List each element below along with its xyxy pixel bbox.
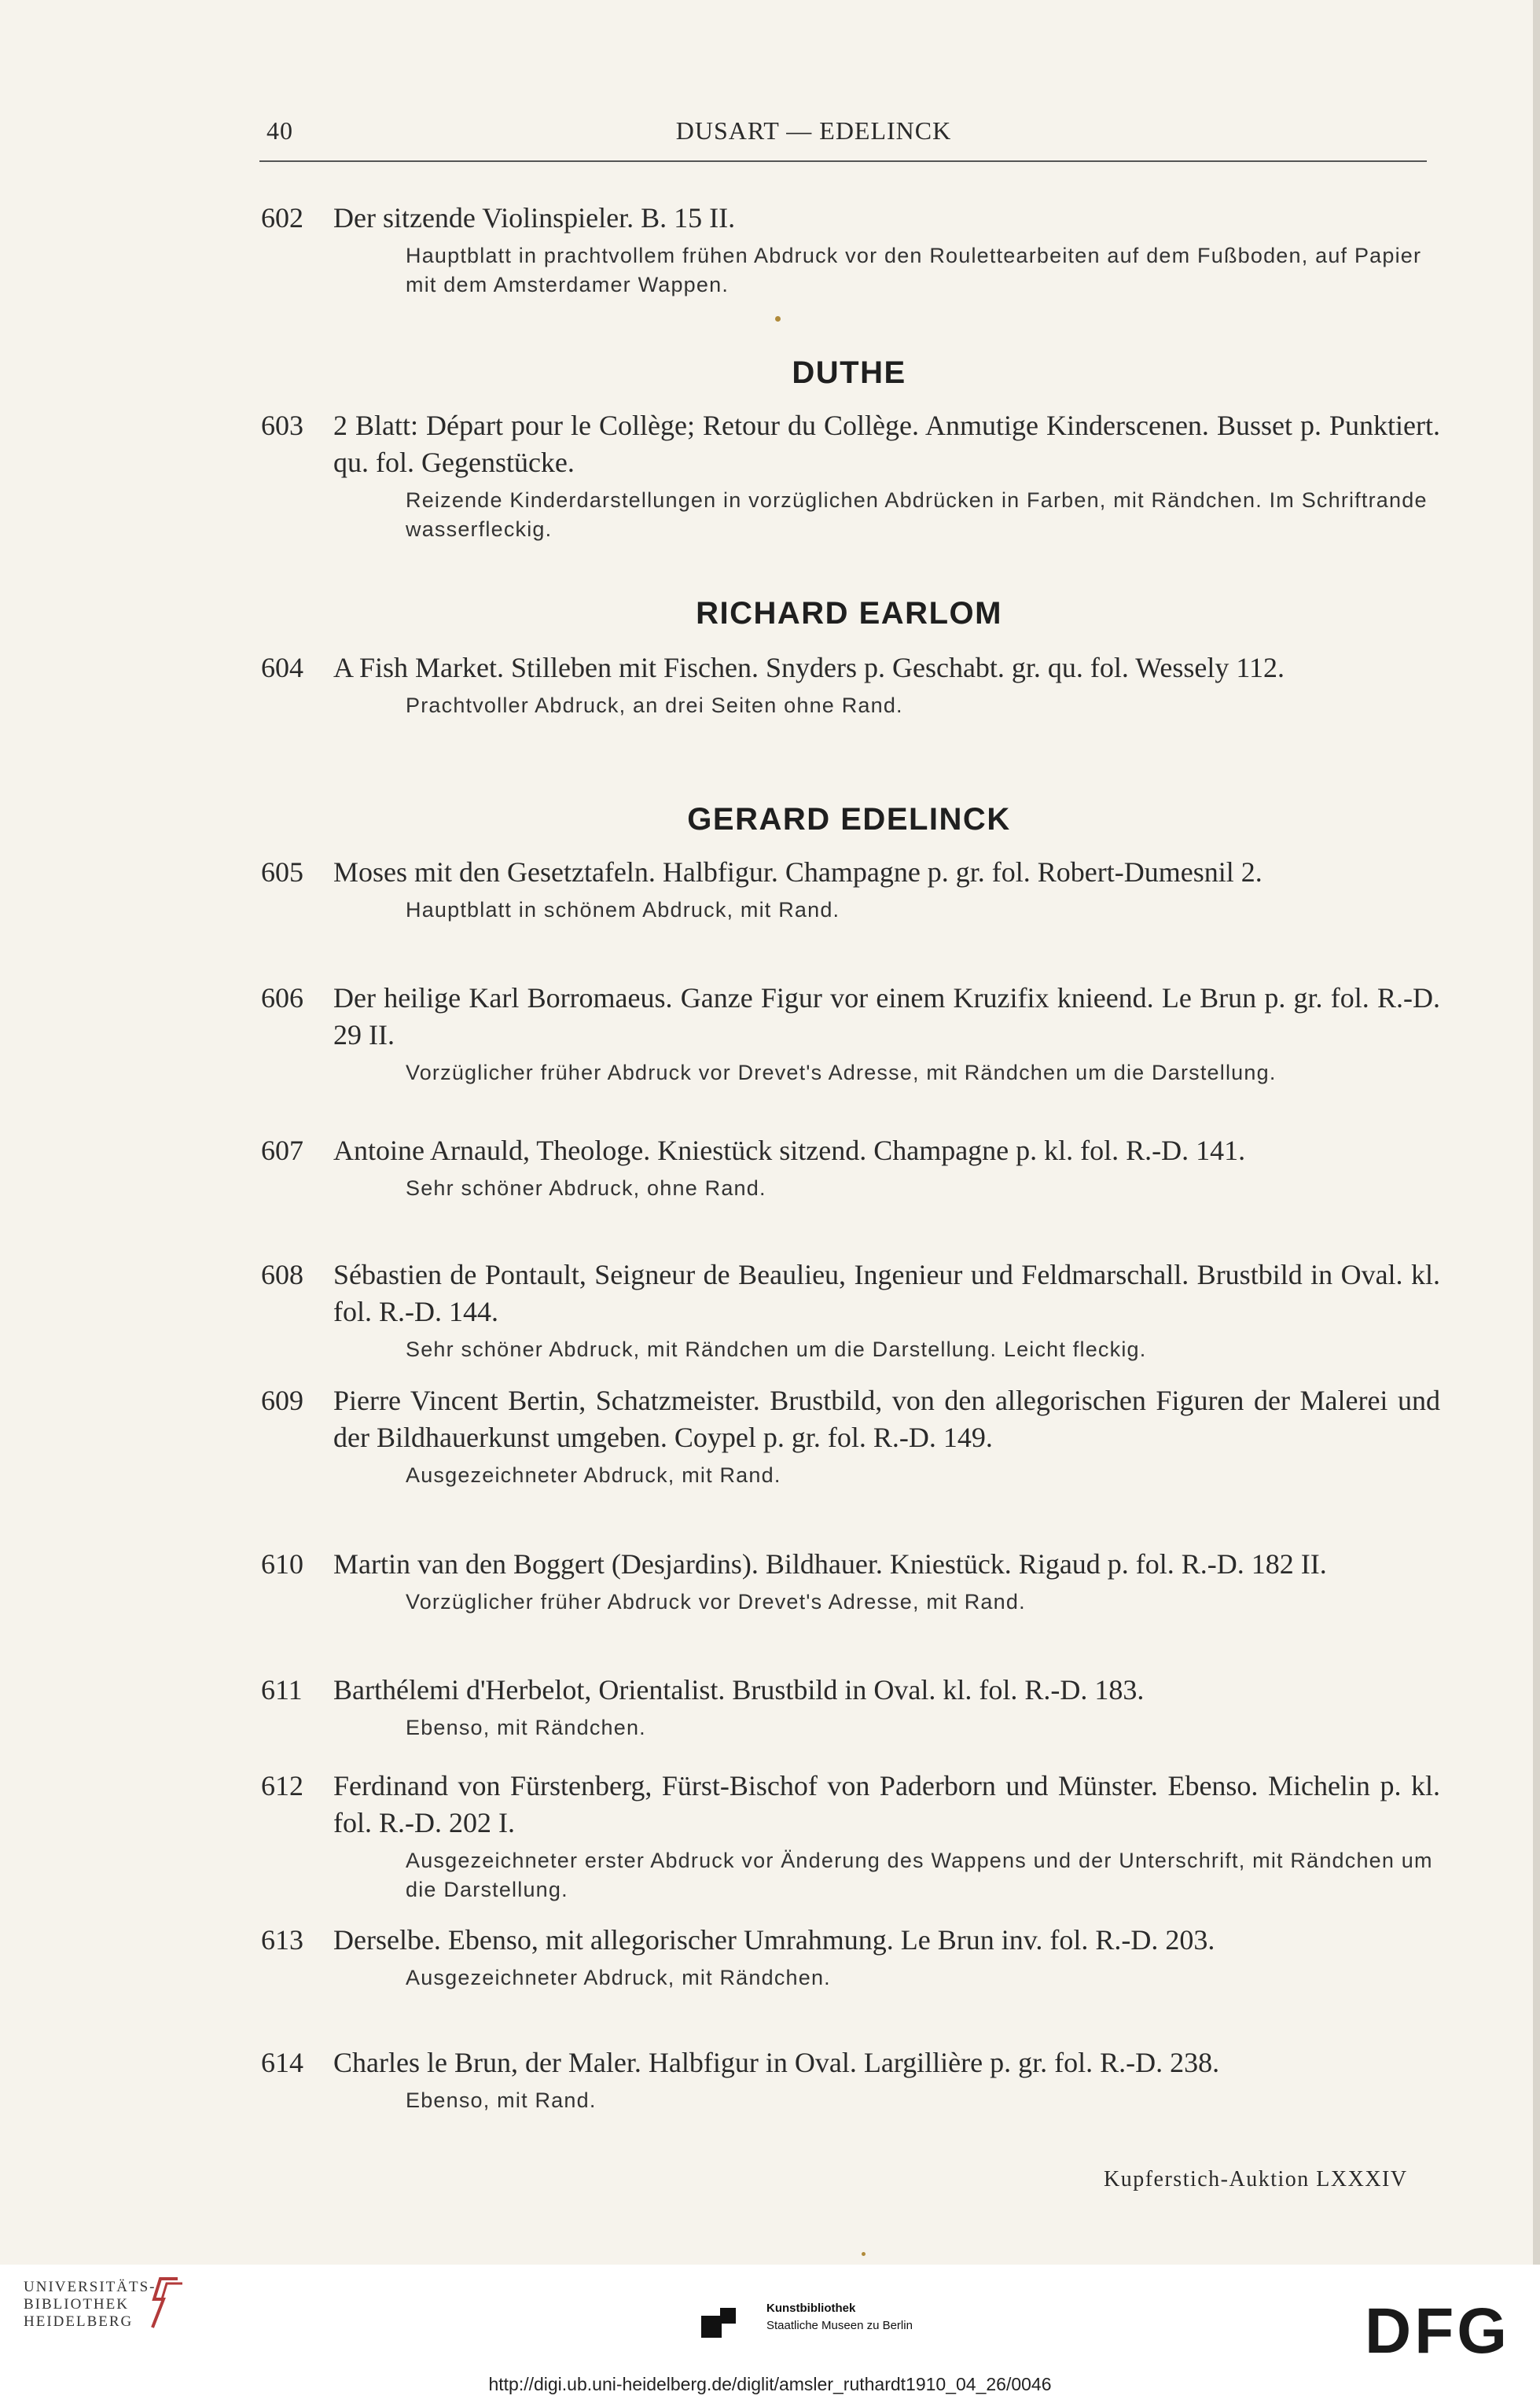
library-emblem-icon (146, 2276, 186, 2331)
lot-number: 613 (261, 1924, 303, 1956)
catalog-entry-609 (261, 1382, 1440, 1490)
lot-note: Vorzüglicher früher Abdruck vor Drevet's Adresse, mit Rand. (406, 1590, 1026, 1614)
page-edge (1533, 0, 1540, 2265)
lot-number: 612 (261, 1770, 303, 1801)
lot-title: Moses mit den Gesetztafeln. Halbfigur. Champagne p. gr. fol. Robert-Dumesnil 2. (333, 856, 1263, 888)
kunstbibliothek-label (766, 2300, 913, 2335)
lot-note: Prachtvoller Abdruck, an drei Seiten ohne Rand. (406, 694, 903, 717)
lot-title: Charles le Brun, der Maler. Halbfigur in Oval. Largillière p. gr. fol. R.-D. 238. (333, 2047, 1220, 2078)
running-head (255, 116, 1427, 153)
lot-title: Pierre Vincent Bertin, Schatzmeister. Brustbild, von den allegorischen Figuren der Malerei und der Bildhauerkunst umgeben. Coypel p. gr. fol. R.-D. 149. (333, 1385, 1440, 1453)
lot-note: Ausgezeichneter Abdruck, mit Rändchen. (406, 1966, 831, 1989)
lot-title: Antoine Arnauld, Theologe. Kniestück sitzend. Champagne p. kl. fol. R.-D. 141. (333, 1135, 1246, 1166)
running-title: DUSART — EDELINCK (675, 116, 952, 145)
kb-name: Kunstbibliothek (766, 2302, 856, 2315)
lot-number: 602 (261, 202, 303, 234)
lot-number: 603 (261, 410, 303, 441)
lot-number: 606 (261, 982, 303, 1014)
lot-note: Vorzüglicher früher Abdruck vor Drevet's Adresse, mit Rändchen um die Darstellung. (406, 1061, 1277, 1084)
lot-note: Hauptblatt in schönem Abdruck, mit Rand. (406, 898, 840, 922)
catalog-entry-603 (261, 407, 1440, 544)
lot-number: 611 (261, 1674, 303, 1706)
ornament-dot (775, 316, 781, 322)
lot-title: Der sitzende Violinspieler. B. 15 II. (333, 202, 736, 234)
lot-note: Reizende Kinderdarstellungen in vorzüglichen Abdrücken in Farben, mit Rändchen. Im Schriftrande wasserfleckig. (406, 488, 1428, 541)
dfg-logo: DFG (1365, 2295, 1511, 2367)
lot-title: Barthélemi d'Herbelot, Orientalist. Brustbild in Oval. kl. fol. R.-D. 183. (333, 1674, 1145, 1706)
catalog-entry-607 (261, 1132, 1440, 1203)
lot-note: Ausgezeichneter Abdruck, mit Rand. (406, 1463, 781, 1487)
lot-note: Ausgezeichneter erster Abdruck vor Änderung des Wappens und der Unterschrift, mit Rändchen um die Darstellung. (406, 1849, 1433, 1901)
section-heading-earlom: RICHARD EARLOM (696, 596, 1002, 631)
lot-note: Sehr schöner Abdruck, ohne Rand. (406, 1176, 766, 1200)
ornament-dot (862, 2252, 866, 2256)
kunstbibliothek-logo-icon (701, 2308, 736, 2338)
uni-logo-line: BIBLIOTHEK (24, 2296, 129, 2313)
lot-title: Sébastien de Pontault, Seigneur de Beaulieu, Ingenieur und Feldmarschall. Brustbild in Oval. kl. fol. R.-D. 144. (333, 1259, 1440, 1327)
catalog-entry-602 (261, 200, 1440, 300)
lot-title: Derselbe. Ebenso, mit allegorischer Umrahmung. Le Brun inv. fol. R.-D. 203. (333, 1924, 1215, 1956)
header-rule (259, 160, 1427, 162)
section-heading-duthe: DUTHE (792, 355, 906, 390)
page-number: 40 (266, 116, 293, 145)
catalog-entry-604 (261, 650, 1440, 720)
lot-title: Ferdinand von Fürstenberg, Fürst-Bischof von Paderborn und Münster. Ebenso. Michelin p. kl. fol. R.-D. 202 I. (333, 1770, 1440, 1838)
lot-number: 605 (261, 856, 303, 888)
permalink-url[interactable]: http://digi.ub.uni-heidelberg.de/diglit/amsler_ruthardt1910_04_26/0046 (488, 2374, 1052, 2394)
lot-number: 604 (261, 652, 303, 683)
lot-number: 609 (261, 1385, 303, 1416)
catalog-entry-605 (261, 854, 1440, 925)
lot-title: Der heilige Karl Borromaeus. Ganze Figur vor einem Kruzifix knieend. Le Brun p. gr. fol. R.-D. 29 II. (333, 982, 1440, 1051)
lot-title: 2 Blatt: Départ pour le Collège; Retour du Collège. Anmutige Kinderscenen. Busset p. Punktiert. qu. fol. Gegenstücke. (333, 410, 1440, 478)
catalog-entry-608 (261, 1257, 1440, 1364)
lot-note: Hauptblatt in prachtvollem frühen Abdruck vor den Roulettearbeiten auf dem Fußboden, auf Papier mit dem Amsterdamer Wappen. (406, 244, 1422, 296)
university-library-logo (24, 2279, 156, 2331)
catalog-entry-614 (261, 2044, 1440, 2115)
section-heading-edelinck: GERARD EDELINCK (687, 802, 1011, 837)
lot-number: 608 (261, 1259, 303, 1290)
catalog-entry-612 (261, 1768, 1440, 1904)
lot-note: Sehr schöner Abdruck, mit Rändchen um die Darstellung. Leicht fleckig. (406, 1338, 1147, 1361)
lot-number: 610 (261, 1548, 303, 1580)
lot-number: 607 (261, 1135, 303, 1166)
catalog-entry-613 (261, 1922, 1440, 1993)
uni-logo-line: HEIDELBERG (24, 2313, 134, 2330)
lot-note: Ebenso, mit Rändchen. (406, 1716, 646, 1739)
lot-title: A Fish Market. Stilleben mit Fischen. Snyders p. Geschabt. gr. qu. fol. Wessely 112. (333, 652, 1285, 683)
catalog-entry-610 (261, 1546, 1440, 1617)
catalog-entry-611 (261, 1672, 1440, 1742)
kb-subtitle: Staatliche Museen zu Berlin (766, 2319, 913, 2332)
uni-logo-line: UNIVERSITÄTS- (24, 2279, 156, 2295)
footer-note: Kupferstich-Auktion LXXXIV (1104, 2167, 1408, 2191)
lot-title: Martin van den Boggert (Desjardins). Bildhauer. Kniestück. Rigaud p. fol. R.-D. 182 II. (333, 1548, 1327, 1580)
lot-note: Ebenso, mit Rand. (406, 2088, 597, 2112)
lot-number: 614 (261, 2047, 303, 2078)
catalog-entry-606 (261, 980, 1440, 1087)
